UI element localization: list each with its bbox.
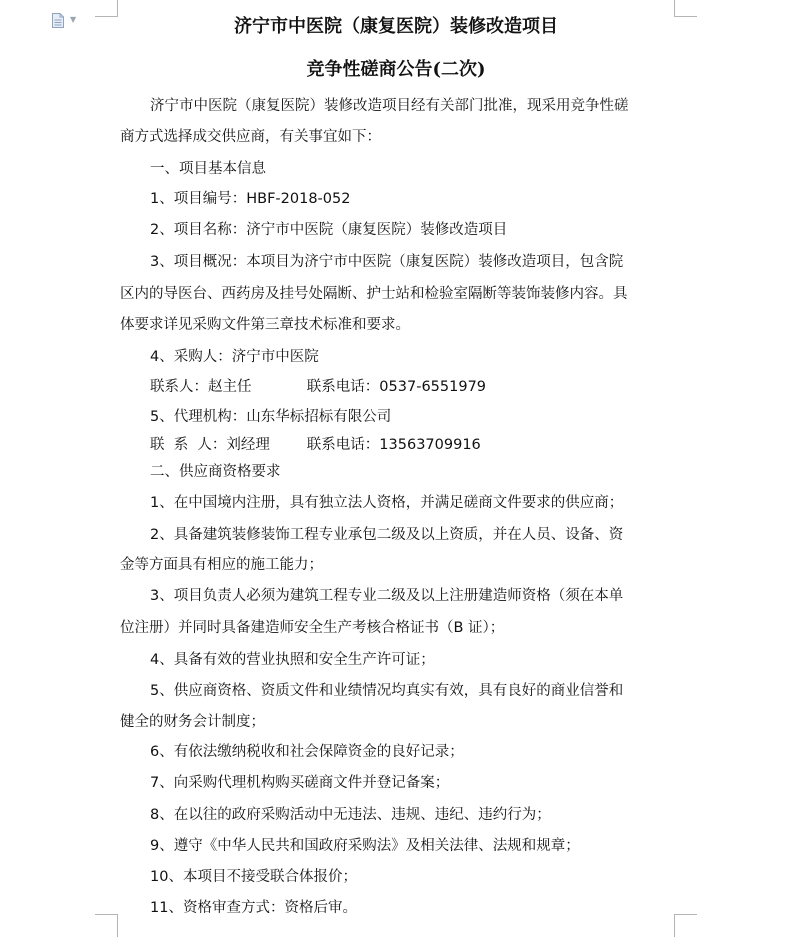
requirement-item: 9、遵守《中华人民共和国政府采购法》及相关法律、法规和规章； <box>150 838 580 854</box>
document-title: 济宁市中医院（康复医院）装修改造项目 <box>234 16 558 37</box>
purchaser-contact: 联系人：赵主任 联系电话：0537-6551979 <box>150 379 487 395</box>
project-overview: 体要求详见采购文件第三章技术标准和要求。 <box>120 317 410 333</box>
project-overview: 区内的导医台、西药房及挂号处隔断、护士站和检验室隔断等装饰装修内容。具 <box>120 286 628 302</box>
requirement-item: 3、项目负责人必须为建筑工程专业二级及以上注册建造师资格（须在本单 <box>150 588 624 604</box>
requirement-item: 7、向采购代理机构购买磋商文件并登记备案； <box>150 775 450 791</box>
requirement-item: 8、在以往的政府采购活动中无违法、违规、违纪、违约行为； <box>150 807 551 823</box>
project-overview: 3、项目概况：本项目为济宁市中医院（康复医院）装修改造项目，包含院 <box>150 254 624 270</box>
document-subtitle: 竞争性磋商公告(二次) <box>306 59 486 80</box>
requirement-item: 2、具备建筑装修装饰工程专业承包二级及以上资质，并在人员、设备、资 <box>150 527 624 543</box>
requirement-item: 1、在中国境内注册，具有独立法人资格，并满足磋商文件要求的供应商； <box>150 495 624 511</box>
page-corner-mark <box>95 914 118 937</box>
requirement-item: 6、有依法缴纳税收和社会保障资金的良好记录； <box>150 744 464 760</box>
chevron-down-icon[interactable]: ▼ <box>70 15 77 24</box>
project-number: 1、项目编号：HBF-2018-052 <box>150 191 351 207</box>
agency-contact: 联 系 人：刘经理 联系电话：13563709916 <box>150 437 481 453</box>
requirement-item: 5、供应商资格、资质文件和业绩情况均真实有效，具有良好的商业信誉和 <box>150 683 624 699</box>
requirement-item: 金等方面具有相应的施工能力； <box>120 557 323 573</box>
section-heading: 二、供应商资格要求 <box>150 464 281 480</box>
requirement-item: 位注册）并同时具备建造师安全生产考核合格证书（B 证）； <box>120 620 505 636</box>
intro-line: 商方式选择成交供应商，有关事宜如下： <box>120 129 381 145</box>
section-heading: 一、项目基本信息 <box>150 161 266 177</box>
agency: 5、代理机构：山东华标招标有限公司 <box>150 409 392 425</box>
page-corner-mark <box>674 914 697 937</box>
requirement-item: 11、资格审查方式：资格后审。 <box>150 900 357 916</box>
requirement-item: 10、本项目不接受联合体报价； <box>150 869 357 885</box>
purchaser: 4、采购人：济宁市中医院 <box>150 349 319 365</box>
requirement-item: 4、具备有效的营业执照和安全生产许可证； <box>150 652 435 668</box>
requirement-item: 健全的财务会计制度； <box>120 714 265 730</box>
intro-line: 济宁市中医院（康复医院）装修改造项目经有关部门批准，现采用竞争性磋 <box>150 98 629 114</box>
project-name: 2、项目名称：济宁市中医院（康复医院）装修改造项目 <box>150 222 508 238</box>
